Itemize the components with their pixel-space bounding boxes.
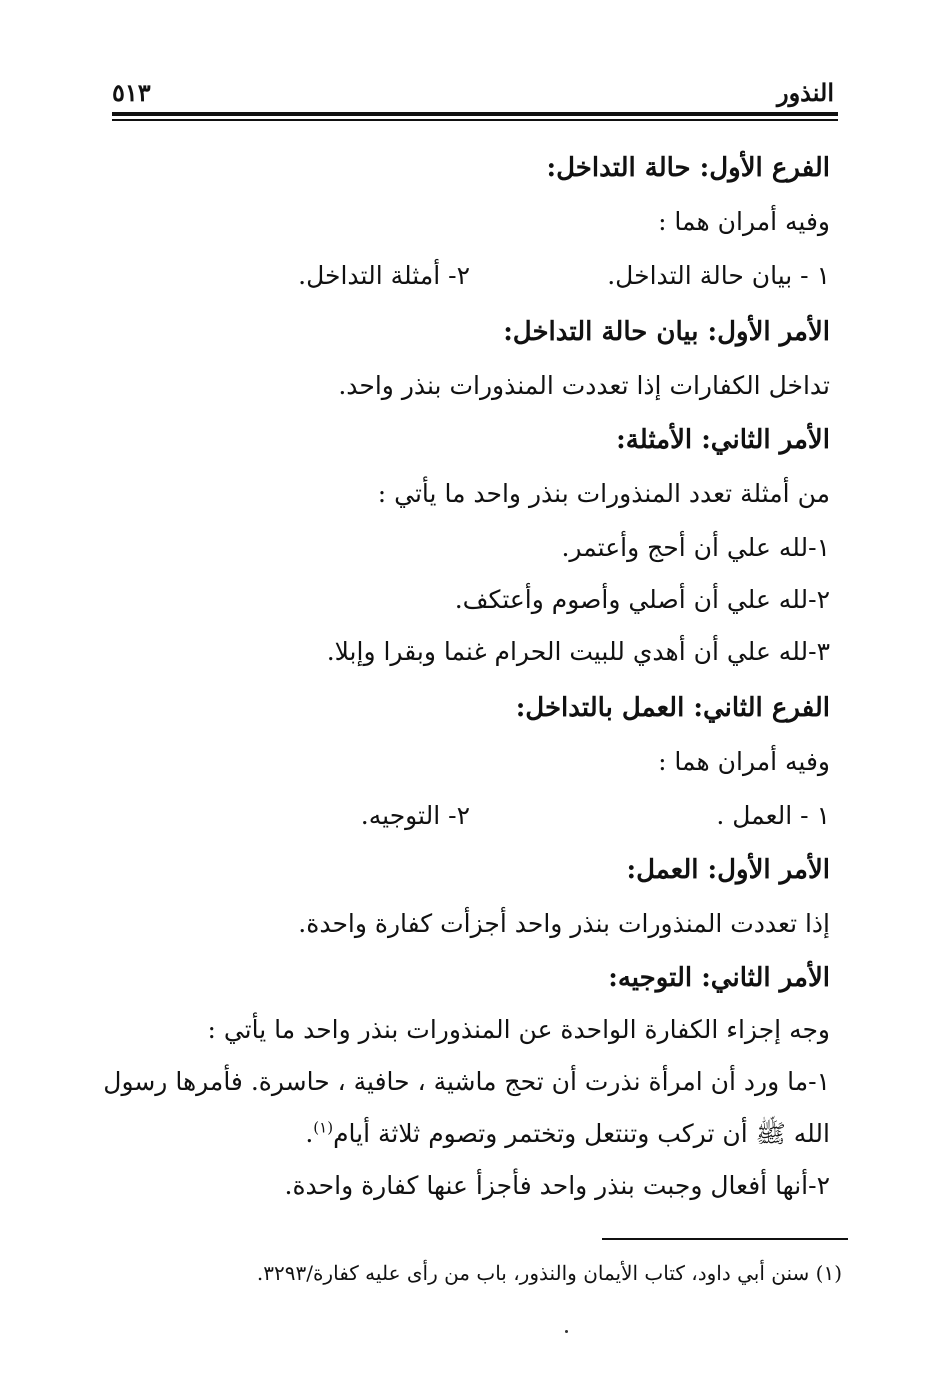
list-item-overlap-examples: ٢- أمثلة التداخل. <box>298 261 470 290</box>
footnote-reference[interactable]: (١) <box>313 1118 334 1137</box>
list-item-justification: ٢- التوجيه. <box>360 801 470 830</box>
footnote-separator <box>602 1238 848 1240</box>
example-item-1: ١-لله علي أن أحج وأعتمر. <box>561 533 830 562</box>
paragraph-examples-intro: من أمثلة تعدد المنذورات بنذر واحد ما يأتي : <box>377 479 830 508</box>
subheading-justification: الأمر الثاني: التوجيه: <box>608 963 830 993</box>
intro-two-matters-second: وفيه أمران هما : <box>658 747 830 776</box>
header-rule-thin <box>112 119 838 121</box>
example-item-3: ٣-لله علي أن أهدي للبيت الحرام غنما وبقرا وإبلا. <box>326 637 830 666</box>
paragraph-justification-intro: وجه إجزاء الكفارة الواحدة عن المنذورات بنذر واحد ما يأتي : <box>207 1015 830 1044</box>
header-rule-thick <box>112 112 838 116</box>
reason-2: ٢-أنها أفعال وجبت بنذر واحد فأجزأ عنها كفارة واحدة. <box>284 1171 830 1200</box>
list-item-overlap-state: ١ - بيان حالة التداخل. <box>607 261 830 290</box>
running-header <box>112 78 834 112</box>
section-heading-overlap-state: الفرع الأول: حالة التداخل: <box>546 153 830 183</box>
subheading-ruling: الأمر الأول: العمل: <box>626 855 830 885</box>
example-item-2: ٢-لله علي أن أصلي وأصوم وأعتكف. <box>454 585 830 614</box>
intro-two-matters: وفيه أمران هما : <box>658 207 830 236</box>
scan-speck <box>565 1330 568 1333</box>
running-title: النذور <box>777 78 834 107</box>
subheading-state-of-overlap: الأمر الأول: بيان حالة التداخل: <box>503 317 830 347</box>
reason-1-line-2-text: الله ﷺ أن تركب وتنتعل وتختمر وتصوم ثلاثة أيام <box>333 1119 830 1148</box>
reason-1-line-1 <box>103 1064 830 1100</box>
page-number: ٥١٣ <box>112 78 151 107</box>
footnote-1: (١) سنن أبي داود، كتاب الأيمان والنذور، باب من رأى عليه كفارة/٣٢٩٣. <box>256 1261 842 1285</box>
reason-1-line-1-text: ١-ما ورد أن امرأة نذرت أن تحج ماشية ، حافية ، حاسرة. فأمرها رسول <box>103 1067 830 1096</box>
reason-1-line-2-end: . <box>305 1119 314 1148</box>
section-heading-applying-overlap: الفرع الثاني: العمل بالتداخل: <box>515 693 830 723</box>
subheading-examples: الأمر الثاني: الأمثلة: <box>616 425 830 455</box>
reason-1-line-2 <box>305 1116 830 1152</box>
list-item-ruling: ١ - العمل . <box>716 801 830 830</box>
paragraph-overlap-definition: تداخل الكفارات إذا تعددت المنذورات بنذر واحد. <box>338 371 830 400</box>
paragraph-ruling: إذا تعددت المنذورات بنذر واحد أجزأت كفارة واحدة. <box>298 909 830 938</box>
